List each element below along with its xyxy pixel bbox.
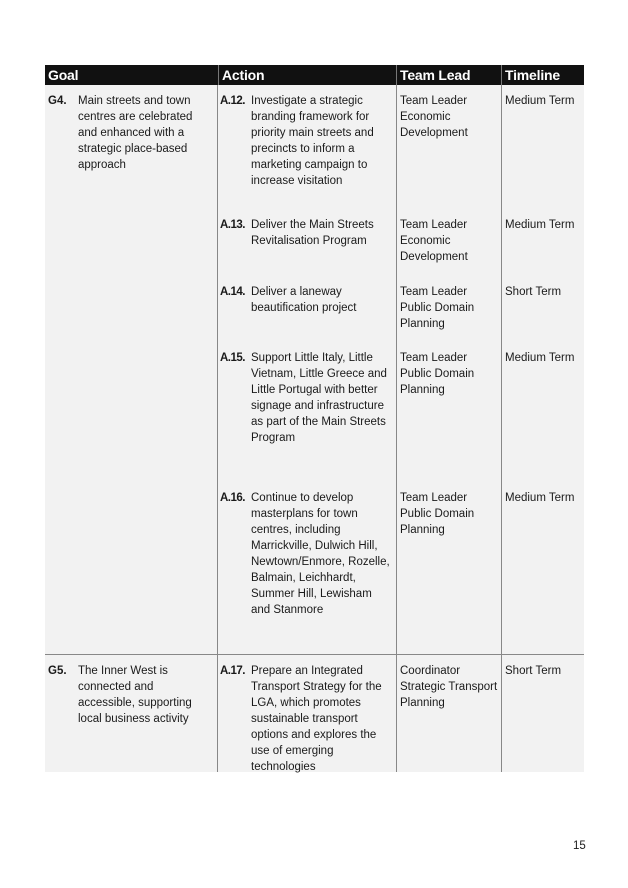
header-team-lead: Team Lead xyxy=(396,65,501,85)
action-plan-table xyxy=(45,65,584,772)
action-cell xyxy=(218,655,396,772)
header-goal: Goal xyxy=(48,67,79,83)
team-lead-cell: Coordinator Strategic Transport Planning xyxy=(396,655,501,772)
timeline-cell: Short Term xyxy=(501,276,584,342)
goal-id: G4. xyxy=(48,95,67,107)
timeline-cell: Medium Term xyxy=(501,85,584,209)
goal-text: The Inner West is connected and accessible, supporting local business activity xyxy=(78,665,192,725)
page-number: 15 xyxy=(573,840,586,852)
action-cell xyxy=(218,342,396,482)
action-id: A.14. xyxy=(220,286,245,298)
action-text: Continue to develop masterplans for town centres, including Marrickville, Dulwich Hill, Newtown/Enmore, Rozelle, Balmain, Leichhardt, Summer Hill, Lewisham and Stanmore xyxy=(251,492,390,616)
action-id: A.12. xyxy=(220,95,245,107)
action-text: Deliver a laneway beautification project xyxy=(251,286,357,314)
action-cell xyxy=(218,276,396,342)
action-cell xyxy=(218,85,396,209)
header-action: Action xyxy=(218,65,396,85)
action-rows xyxy=(217,655,584,772)
team-lead-cell: Team Leader Public Domain Planning xyxy=(396,482,501,654)
goal-text: Main streets and town centres are celebrated and enhanced with a strategic place-based approach xyxy=(78,95,193,171)
goal-block xyxy=(45,654,584,772)
team-lead-cell: Team Leader Public Domain Planning xyxy=(396,342,501,482)
action-id: A.15. xyxy=(220,352,245,364)
action-cell xyxy=(218,209,396,276)
team-lead-cell: Team Leader Economic Development xyxy=(396,85,501,209)
action-id: A.13. xyxy=(220,219,245,231)
action-text: Investigate a strategic branding framework for priority main streets and precincts to inform a marketing campaign to increase visitation xyxy=(251,95,374,187)
table-row xyxy=(218,276,584,342)
action-cell xyxy=(218,482,396,654)
action-id: A.17. xyxy=(220,665,245,677)
table-row xyxy=(218,85,584,209)
timeline-cell: Short Term xyxy=(501,655,584,772)
goal-cell xyxy=(45,655,217,772)
team-lead-cell: Team Leader Economic Development xyxy=(396,209,501,276)
timeline-cell: Medium Term xyxy=(501,209,584,276)
action-text: Support Little Italy, Little Vietnam, Little Greece and Little Portugal with better signage and infrastructure as part of the Main Streets Program xyxy=(251,352,387,444)
table-row xyxy=(218,482,584,654)
goal-cell xyxy=(45,85,217,654)
table-row xyxy=(218,655,584,772)
table-row xyxy=(218,342,584,482)
table-header xyxy=(45,65,584,85)
header-timeline: Timeline xyxy=(501,65,584,85)
timeline-cell: Medium Term xyxy=(501,482,584,654)
action-text: Deliver the Main Streets Revitalisation Program xyxy=(251,219,374,247)
table-row xyxy=(218,209,584,276)
team-lead-cell: Team Leader Public Domain Planning xyxy=(396,276,501,342)
goal-id: G5. xyxy=(48,665,67,677)
goal-block xyxy=(45,85,584,654)
timeline-cell: Medium Term xyxy=(501,342,584,482)
action-text: Prepare an Integrated Transport Strategy for the LGA, which promotes sustainable transport options and explores the use of emerging technologies xyxy=(251,665,382,773)
action-id: A.16. xyxy=(220,492,245,504)
action-rows xyxy=(217,85,584,654)
table-body xyxy=(45,85,584,772)
